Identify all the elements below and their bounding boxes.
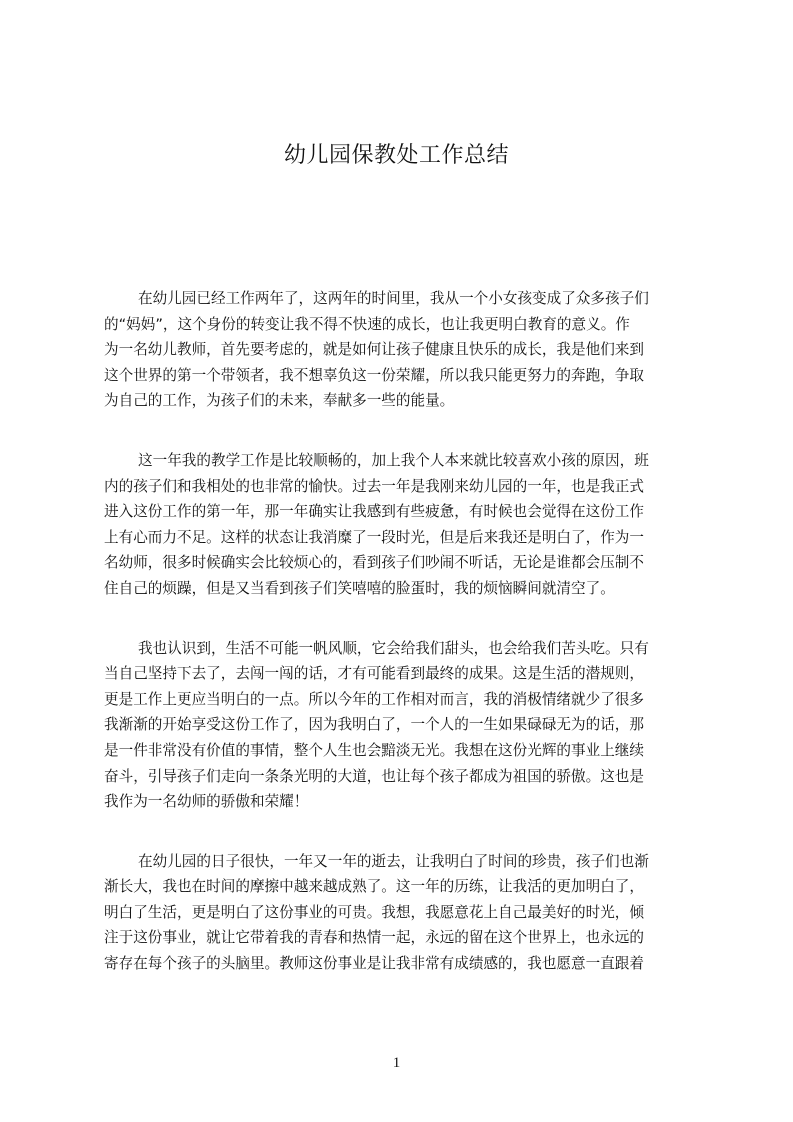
paragraph-line: 在幼儿园的日子很快，一年又一年的逝去，让我明白了时间的珍贵，孩子们也渐 — [138, 852, 649, 870]
paragraph-line: 明白了生活，更是明白了这份事业的可贵。我想，我愿意花上自己最美好的时光，倾 — [104, 903, 644, 921]
paragraph-line: 这一年我的教学工作是比较顺畅的，加上我个人本来就比较喜欢小孩的原因，班 — [138, 451, 649, 469]
paragraph-line: 我作为一名幼师的骄傲和荣耀！ — [104, 793, 309, 811]
paragraph-1 — [104, 286, 700, 414]
paragraph-line: 在幼儿园已经工作两年了，这两年的时间里，我从一个小女孩变成了众多孩子们 — [138, 290, 649, 307]
paragraph-line: 渐长大，我也在时间的摩擦中越来越成熟了。这一年的历练，让我活的更加明白了， — [104, 878, 644, 896]
paragraph-line: 的“妈妈”，这个身份的转变让我不得不快速的成长，也让我更明白教育的意义。作 — [104, 315, 630, 333]
paragraph-line: 寄存在每个孩子的头脑里。教师这份事业是让我非常有成绩感的，我也愿意一直跟着 — [104, 955, 644, 973]
paragraph-2 — [104, 448, 700, 602]
paragraph-4 — [104, 849, 700, 977]
paragraph-line: 为自己的工作，为孩子们的未来，奉献多一些的能量。 — [104, 392, 455, 410]
page-number: 1 — [392, 1055, 401, 1071]
paragraph-3 — [104, 636, 700, 815]
paragraph-line: 名幼师，很多时候确实会比较烦心的，看到孩子们吵闹不听话，无论是谁都会压制不 — [104, 554, 644, 572]
paragraph-line: 我也认识到，生活不可能一帆风顺，它会给我们甜头，也会给我们苦头吃。只有 — [138, 639, 649, 657]
document-body — [104, 286, 700, 1011]
paragraph-line: 更是工作上更应当明白的一点。所以今年的工作相对而言，我的消极情绪就少了很多 — [104, 690, 644, 708]
paragraph-line: 内的孩子们和我相处的也非常的愉快。过去一年是我刚来幼儿园的一年，也是我正式 — [104, 477, 644, 495]
paragraph-line: 我渐渐的开始享受这份工作了，因为我明白了，一个人的一生如果碌碌无为的话，那 — [104, 716, 644, 734]
paragraph-line: 这个世界的第一个带领者，我不想辜负这一份荣耀，所以我只能更努力的奔跑，争取 — [104, 366, 644, 384]
paragraph-line: 为一名幼儿教师，首先要考虑的，就是如何让孩子健康且快乐的成长，我是他们来到 — [104, 341, 644, 359]
document-title: 幼儿园保教处工作总结 — [283, 143, 509, 168]
paragraph-line: 住自己的烦躁，但是又当看到孩子们笑嘻嘻的脸蛋时，我的烦恼瞬间就清空了。 — [104, 579, 615, 597]
paragraph-line: 进入这份工作的第一年，那一年确实让我感到有些疲惫，有时候也会觉得在这份工作 — [104, 503, 644, 521]
paragraph-line: 当自己坚持下去了，去闯一闯的话，才有可能看到最终的成果。这是生活的潜规则， — [104, 665, 644, 683]
paragraph-line: 上有心而力不足。这样的状态让我消糜了一段时光，但是后来我还是明白了，作为一 — [104, 528, 644, 546]
paragraph-line: 是一件非常没有价值的事情，整个人生也会黯淡无光。我想在这份光辉的事业上继续 — [104, 741, 644, 759]
paragraph-line: 奋斗，引导孩子们走向一条条光明的大道，也让每个孩子都成为祖国的骄傲。这也是 — [104, 767, 644, 785]
paragraph-line: 注于这份事业，就让它带着我的青春和热情一起，永远的留在这个世界上，也永远的 — [104, 929, 644, 947]
